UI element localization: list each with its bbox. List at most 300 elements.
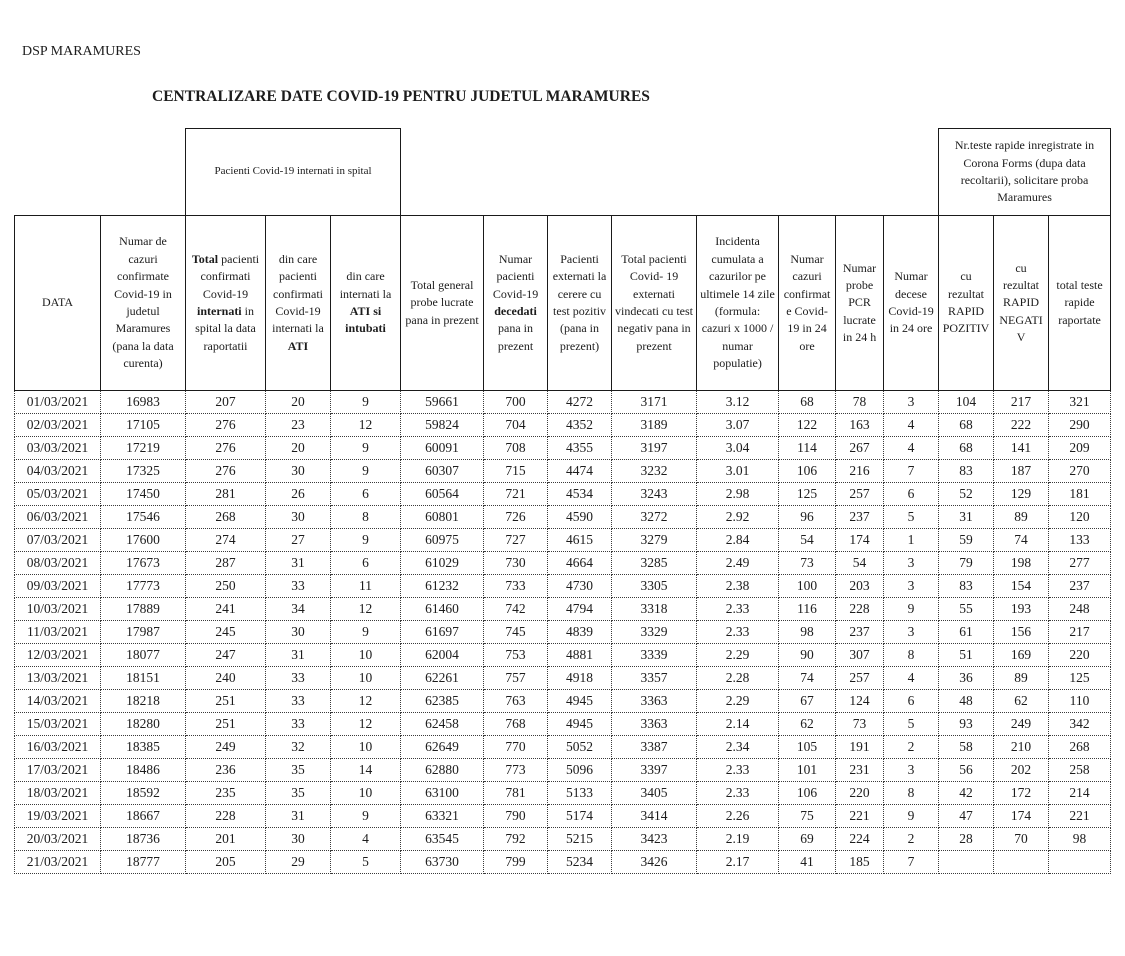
table-cell: 62458: [401, 713, 484, 736]
table-cell: 04/03/2021: [15, 460, 101, 483]
table-cell: 237: [836, 621, 884, 644]
table-cell: 68: [779, 391, 836, 414]
table-cell: 3329: [612, 621, 697, 644]
table-cell: 5215: [548, 828, 612, 851]
col-header-probe-total: Total general probe lucrate pana in prezent: [401, 216, 484, 391]
table-cell: 248: [1049, 598, 1111, 621]
table-cell: 156: [994, 621, 1049, 644]
table-cell: 4: [884, 414, 939, 437]
table-cell: 321: [1049, 391, 1111, 414]
table-cell: 799: [484, 851, 548, 874]
table-cell: 32: [266, 736, 331, 759]
table-cell: 231: [836, 759, 884, 782]
table-cell: 221: [1049, 805, 1111, 828]
table-row: [15, 552, 1111, 575]
table-cell: 9: [884, 805, 939, 828]
table-cell: 75: [779, 805, 836, 828]
table-cell: 18736: [101, 828, 186, 851]
table-cell: 2.33: [697, 621, 779, 644]
table-cell: 62: [994, 690, 1049, 713]
table-cell: 12: [331, 598, 401, 621]
table-cell: 342: [1049, 713, 1111, 736]
table-cell: 17219: [101, 437, 186, 460]
table-cell: 56: [939, 759, 994, 782]
table-cell: 36: [939, 667, 994, 690]
table-cell: 10: [331, 782, 401, 805]
table-cell: 3285: [612, 552, 697, 575]
table-row: [15, 529, 1111, 552]
table-cell: 63545: [401, 828, 484, 851]
table-cell: 287: [186, 552, 266, 575]
table-row: [15, 414, 1111, 437]
table-cell: 3405: [612, 782, 697, 805]
table-cell: 281: [186, 483, 266, 506]
table-cell: 41: [779, 851, 836, 874]
covid-data-table: [14, 128, 1111, 874]
table-cell: 3.01: [697, 460, 779, 483]
table-cell: [1049, 851, 1111, 874]
table-cell: 30: [266, 828, 331, 851]
table-cell: 51: [939, 644, 994, 667]
table-body: [15, 391, 1111, 874]
table-cell: 3426: [612, 851, 697, 874]
table-cell: 4615: [548, 529, 612, 552]
table-cell: 4918: [548, 667, 612, 690]
table-cell: 30: [266, 621, 331, 644]
table-cell: 17/03/2021: [15, 759, 101, 782]
table-cell: 4945: [548, 690, 612, 713]
table-cell: 17773: [101, 575, 186, 598]
table-cell: 4272: [548, 391, 612, 414]
table-cell: 2.98: [697, 483, 779, 506]
table-cell: 290: [1049, 414, 1111, 437]
table-cell: 42: [939, 782, 994, 805]
table-cell: 3397: [612, 759, 697, 782]
table-cell: 7: [884, 460, 939, 483]
table-cell: 18077: [101, 644, 186, 667]
table-cell: 4: [884, 667, 939, 690]
table-cell: 245: [186, 621, 266, 644]
table-cell: 249: [186, 736, 266, 759]
table-cell: 101: [779, 759, 836, 782]
table-cell: 4590: [548, 506, 612, 529]
table-cell: 125: [779, 483, 836, 506]
table-cell: 74: [994, 529, 1049, 552]
table-cell: 124: [836, 690, 884, 713]
col-header-decedati-total: Numar pacienti Covid-19 decedati pana in prezent: [484, 216, 548, 391]
table-cell: 3.04: [697, 437, 779, 460]
table-cell: 61697: [401, 621, 484, 644]
table-cell: 17450: [101, 483, 186, 506]
table-cell: 268: [186, 506, 266, 529]
table-cell: 58: [939, 736, 994, 759]
table-cell: 5174: [548, 805, 612, 828]
table-cell: 3: [884, 759, 939, 782]
table-cell: 5133: [548, 782, 612, 805]
empty-header-space-middle: [401, 129, 939, 216]
table-cell: 16/03/2021: [15, 736, 101, 759]
table-cell: 1: [884, 529, 939, 552]
table-cell: 133: [1049, 529, 1111, 552]
table-cell: 241: [186, 598, 266, 621]
table-row: [15, 713, 1111, 736]
table-cell: 202: [994, 759, 1049, 782]
table-cell: 08/03/2021: [15, 552, 101, 575]
table-cell: 12: [331, 414, 401, 437]
table-cell: 250: [186, 575, 266, 598]
table-cell: 4352: [548, 414, 612, 437]
table-cell: 48: [939, 690, 994, 713]
col-header-incidenta: Incidenta cumulata a cazurilor pe ultimele 14 zile (formula: cazuri x 1000 / numar populatie): [697, 216, 779, 391]
table-cell: 69: [779, 828, 836, 851]
table-cell: 18151: [101, 667, 186, 690]
table-cell: 33: [266, 667, 331, 690]
table-row: [15, 483, 1111, 506]
table-cell: 18218: [101, 690, 186, 713]
table-cell: 3: [884, 575, 939, 598]
table-cell: 216: [836, 460, 884, 483]
table-cell: 268: [1049, 736, 1111, 759]
table-cell: 154: [994, 575, 1049, 598]
table-cell: 98: [1049, 828, 1111, 851]
table-cell: 20: [266, 437, 331, 460]
table-cell: 129: [994, 483, 1049, 506]
table-cell: 2.28: [697, 667, 779, 690]
table-cell: 20: [266, 391, 331, 414]
table-cell: 773: [484, 759, 548, 782]
table-cell: 792: [484, 828, 548, 851]
table-cell: 2.26: [697, 805, 779, 828]
table-cell: 258: [1049, 759, 1111, 782]
table-cell: 763: [484, 690, 548, 713]
table-cell: 14: [331, 759, 401, 782]
table-cell: 172: [994, 782, 1049, 805]
table-cell: 4794: [548, 598, 612, 621]
table-cell: 3423: [612, 828, 697, 851]
table-cell: 17105: [101, 414, 186, 437]
table-cell: 249: [994, 713, 1049, 736]
table-cell: 61029: [401, 552, 484, 575]
table-cell: 9: [331, 529, 401, 552]
table-cell: 33: [266, 575, 331, 598]
table-cell: 30: [266, 460, 331, 483]
col-header-externati-vindecati: Total pacienti Covid- 19 externati vindecati cu test negativ pana in prezent: [612, 216, 697, 391]
table-cell: 62880: [401, 759, 484, 782]
table-cell: 63100: [401, 782, 484, 805]
table-cell: 01/03/2021: [15, 391, 101, 414]
table-cell: 106: [779, 782, 836, 805]
table-cell: 5052: [548, 736, 612, 759]
table-cell: 276: [186, 460, 266, 483]
table-cell: 11/03/2021: [15, 621, 101, 644]
table-cell: 125: [1049, 667, 1111, 690]
table-cell: 224: [836, 828, 884, 851]
table-cell: 55: [939, 598, 994, 621]
table-cell: 4664: [548, 552, 612, 575]
table-cell: 27: [266, 529, 331, 552]
table-cell: 307: [836, 644, 884, 667]
table-cell: 257: [836, 667, 884, 690]
table-cell: 727: [484, 529, 548, 552]
table-row: [15, 575, 1111, 598]
table-cell: 05/03/2021: [15, 483, 101, 506]
table-cell: 4945: [548, 713, 612, 736]
table-cell: 3171: [612, 391, 697, 414]
table-cell: 3279: [612, 529, 697, 552]
table-cell: 221: [836, 805, 884, 828]
table-cell: 4: [331, 828, 401, 851]
table-row: [15, 437, 1111, 460]
table-cell: 93: [939, 713, 994, 736]
table-cell: 237: [836, 506, 884, 529]
table-cell: 3197: [612, 437, 697, 460]
table-cell: 18/03/2021: [15, 782, 101, 805]
table-cell: 31: [266, 805, 331, 828]
table-cell: 06/03/2021: [15, 506, 101, 529]
table-cell: 2.33: [697, 598, 779, 621]
table-cell: 62: [779, 713, 836, 736]
table-cell: 757: [484, 667, 548, 690]
table-cell: 18667: [101, 805, 186, 828]
table-cell: 105: [779, 736, 836, 759]
table-cell: 257: [836, 483, 884, 506]
table-cell: [994, 851, 1049, 874]
table-cell: 11: [331, 575, 401, 598]
table-cell: 187: [994, 460, 1049, 483]
table-cell: 228: [836, 598, 884, 621]
table-cell: 96: [779, 506, 836, 529]
table-cell: 240: [186, 667, 266, 690]
table-cell: 100: [779, 575, 836, 598]
col-header-teste-rapide-total: total teste rapide raportate: [1049, 216, 1111, 391]
table-cell: 33: [266, 713, 331, 736]
table-cell: 120: [1049, 506, 1111, 529]
table-cell: 191: [836, 736, 884, 759]
col-header-externati-cerere: Pacienti externati la cerere cu test pozitiv (pana in prezent): [548, 216, 612, 391]
table-cell: 90: [779, 644, 836, 667]
table-cell: 2.92: [697, 506, 779, 529]
table-cell: 5: [331, 851, 401, 874]
table-cell: 35: [266, 759, 331, 782]
table-cell: 33: [266, 690, 331, 713]
table-cell: 2.34: [697, 736, 779, 759]
table-cell: 3232: [612, 460, 697, 483]
table-cell: 60975: [401, 529, 484, 552]
page-title: CENTRALIZARE DATE COVID-19 PENTRU JUDETUL MARAMURES: [152, 88, 650, 105]
table-cell: 169: [994, 644, 1049, 667]
table-cell: 9: [884, 598, 939, 621]
table-cell: 3339: [612, 644, 697, 667]
table-cell: 10: [331, 644, 401, 667]
table-cell: 10: [331, 667, 401, 690]
table-cell: 768: [484, 713, 548, 736]
table-cell: 6: [884, 690, 939, 713]
table-cell: 54: [779, 529, 836, 552]
table-cell: 83: [939, 575, 994, 598]
table-cell: 2.38: [697, 575, 779, 598]
table-cell: 2.29: [697, 644, 779, 667]
table-cell: 205: [186, 851, 266, 874]
table-cell: 141: [994, 437, 1049, 460]
table-cell: 23: [266, 414, 331, 437]
table-cell: 9: [331, 621, 401, 644]
table-cell: 29: [266, 851, 331, 874]
col-header-rapid-pozitiv: cu rezultat RAPID POZITIV: [939, 216, 994, 391]
table-row: [15, 598, 1111, 621]
table-cell: 16983: [101, 391, 186, 414]
table-cell: 20/03/2021: [15, 828, 101, 851]
table-cell: 207: [186, 391, 266, 414]
table-cell: 9: [331, 437, 401, 460]
table-cell: 3363: [612, 690, 697, 713]
table-cell: 8: [884, 782, 939, 805]
table-cell: 9: [331, 391, 401, 414]
table-cell: 18592: [101, 782, 186, 805]
table-cell: 4534: [548, 483, 612, 506]
table-row: [15, 644, 1111, 667]
table-cell: 59: [939, 529, 994, 552]
table-cell: 62649: [401, 736, 484, 759]
table-cell: 6: [884, 483, 939, 506]
table-cell: 7: [884, 851, 939, 874]
table-cell: 2.33: [697, 759, 779, 782]
table-cell: 18385: [101, 736, 186, 759]
table-cell: [939, 851, 994, 874]
table-cell: 163: [836, 414, 884, 437]
table-cell: 3414: [612, 805, 697, 828]
table-cell: 17987: [101, 621, 186, 644]
table-cell: 276: [186, 437, 266, 460]
table-row: [15, 506, 1111, 529]
table-cell: 17325: [101, 460, 186, 483]
table-cell: 60307: [401, 460, 484, 483]
table-cell: 2.17: [697, 851, 779, 874]
table-cell: 174: [994, 805, 1049, 828]
table-cell: 17889: [101, 598, 186, 621]
table-cell: 31: [266, 552, 331, 575]
table-cell: 715: [484, 460, 548, 483]
table-cell: 193: [994, 598, 1049, 621]
table-cell: 60564: [401, 483, 484, 506]
column-header-row: [15, 216, 1111, 391]
table-cell: 733: [484, 575, 548, 598]
table-cell: 79: [939, 552, 994, 575]
table-cell: 63321: [401, 805, 484, 828]
table-cell: 236: [186, 759, 266, 782]
table-cell: 6: [331, 552, 401, 575]
table-cell: 222: [994, 414, 1049, 437]
table-cell: 251: [186, 690, 266, 713]
table-cell: 59824: [401, 414, 484, 437]
table-cell: 4: [884, 437, 939, 460]
table-cell: 214: [1049, 782, 1111, 805]
table-row: [15, 828, 1111, 851]
table-cell: 247: [186, 644, 266, 667]
table-cell: 2: [884, 828, 939, 851]
table-cell: 3189: [612, 414, 697, 437]
table-cell: 14/03/2021: [15, 690, 101, 713]
table-cell: 2.19: [697, 828, 779, 851]
table-row: [15, 759, 1111, 782]
table-cell: 217: [994, 391, 1049, 414]
table-cell: 28: [939, 828, 994, 851]
col-header-ati-intubati: din care internati la ATI si intubati: [331, 216, 401, 391]
table-cell: 12/03/2021: [15, 644, 101, 667]
table-cell: 3243: [612, 483, 697, 506]
table-cell: 2.29: [697, 690, 779, 713]
table-cell: 2.33: [697, 782, 779, 805]
table-cell: 276: [186, 414, 266, 437]
table-cell: 18486: [101, 759, 186, 782]
table-cell: 31: [266, 644, 331, 667]
table-cell: 13/03/2021: [15, 667, 101, 690]
table-cell: 89: [994, 667, 1049, 690]
table-cell: 237: [1049, 575, 1111, 598]
col-header-internati-ati: din care pacienti confirmati Covid-19 internati la ATI: [266, 216, 331, 391]
table-cell: 07/03/2021: [15, 529, 101, 552]
col-header-data: DATA: [15, 216, 101, 391]
table-cell: 277: [1049, 552, 1111, 575]
group-header-row: [15, 129, 1111, 216]
empty-header-space-left: [15, 129, 186, 216]
table-cell: 185: [836, 851, 884, 874]
table-cell: 201: [186, 828, 266, 851]
table-cell: 78: [836, 391, 884, 414]
col-header-cazuri-24h: Numar cazuri confirmate Covid-19 in 24 ore: [779, 216, 836, 391]
table-cell: 700: [484, 391, 548, 414]
table-cell: 62004: [401, 644, 484, 667]
table-cell: 726: [484, 506, 548, 529]
table-cell: 235: [186, 782, 266, 805]
table-cell: 30: [266, 506, 331, 529]
table-cell: 18777: [101, 851, 186, 874]
table-cell: 3272: [612, 506, 697, 529]
table-cell: 704: [484, 414, 548, 437]
table-cell: 753: [484, 644, 548, 667]
table-cell: 8: [331, 506, 401, 529]
table-cell: 3387: [612, 736, 697, 759]
table-cell: 47: [939, 805, 994, 828]
col-header-cazuri-confirmate-total: Numar de cazuri confirmate Covid-19 in judetul Maramures (pana la data curenta): [101, 216, 186, 391]
table-cell: 217: [1049, 621, 1111, 644]
table-cell: 2.49: [697, 552, 779, 575]
col-header-decese-24h: Numar decese Covid-19 in 24 ore: [884, 216, 939, 391]
table-cell: 59661: [401, 391, 484, 414]
table-cell: 104: [939, 391, 994, 414]
table-cell: 790: [484, 805, 548, 828]
table-cell: 220: [836, 782, 884, 805]
table-cell: 12: [331, 690, 401, 713]
table-cell: 106: [779, 460, 836, 483]
table-cell: 3: [884, 552, 939, 575]
table-cell: 251: [186, 713, 266, 736]
table-cell: 3.07: [697, 414, 779, 437]
table-cell: 5096: [548, 759, 612, 782]
table-cell: 70: [994, 828, 1049, 851]
table-cell: 10/03/2021: [15, 598, 101, 621]
table-cell: 198: [994, 552, 1049, 575]
table-row: [15, 391, 1111, 414]
table-cell: 17546: [101, 506, 186, 529]
table-cell: 5: [884, 713, 939, 736]
table-cell: 63730: [401, 851, 484, 874]
table-cell: 3357: [612, 667, 697, 690]
table-cell: 61232: [401, 575, 484, 598]
table-cell: 31: [939, 506, 994, 529]
table-cell: 3: [884, 621, 939, 644]
table-cell: 122: [779, 414, 836, 437]
table-cell: 3305: [612, 575, 697, 598]
